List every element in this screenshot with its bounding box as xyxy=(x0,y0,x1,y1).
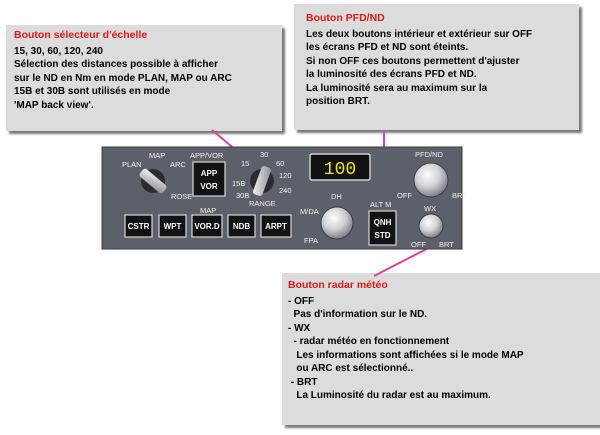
wx-label: WX xyxy=(424,204,437,213)
note-radar-line: - OFF xyxy=(288,295,315,307)
note-radar-line: - BRT xyxy=(288,376,318,388)
range-label-30: 30 xyxy=(260,150,269,159)
mode-label-arc: ARC xyxy=(170,160,186,169)
dh-label: DH xyxy=(331,192,342,201)
range-label: RANGE xyxy=(249,199,276,208)
qnh-label: QNH xyxy=(373,218,392,227)
app-vor-top: APP xyxy=(200,169,218,178)
note-scale-line: 15B et 30B sont utilisés en mode xyxy=(14,86,171,97)
wx-off: OFF xyxy=(411,240,426,249)
note-radar-line: - WX xyxy=(288,322,311,334)
display-value: 100 xyxy=(323,160,357,180)
pfd-nd-label: PFD/ND xyxy=(415,150,443,159)
wpt-label: WPT xyxy=(163,222,182,231)
mode-label-map: MAP xyxy=(149,151,166,160)
mode-label-rose: ROSE xyxy=(171,192,193,201)
pfd-nd-off: OFF xyxy=(397,191,412,200)
mda-label: M/DA xyxy=(300,207,319,216)
note-pfd-line: les écrans PFD et ND sont éteints. xyxy=(306,42,469,53)
range-label-15b: 15B xyxy=(232,179,246,188)
note-pfd-line: La luminosité sera au maximum sur la xyxy=(306,82,488,94)
range-label-240: 240 xyxy=(279,186,292,195)
wx-brt: BRT xyxy=(439,240,454,249)
pfd-nd-knob[interactable] xyxy=(414,163,448,197)
note-radar-line: La Luminosité du radar est au maximum. xyxy=(288,390,491,401)
note-radar-title: Bouton radar météo xyxy=(288,279,388,291)
note-scale-line: Sélection des distances possible à afficher xyxy=(14,59,218,70)
note-pfd-line: la luminosité des écrans PFD et ND. xyxy=(306,69,477,80)
qnh-std-button[interactable] xyxy=(369,211,396,245)
note-scale-line: sur le ND en Nm en mode PLAN, MAP ou ARC xyxy=(14,72,232,84)
range-label-120: 120 xyxy=(279,171,292,180)
note-scale-line: 15, 30, 60, 120, 240 xyxy=(14,45,103,57)
vord-label: VOR.D xyxy=(194,222,220,231)
note-pfd-title: Bouton PFD/ND xyxy=(306,12,385,24)
wpt-button[interactable] xyxy=(159,215,186,237)
cstr-button[interactable] xyxy=(125,215,152,237)
app-vor-bottom: VOR xyxy=(200,182,218,191)
note-pfd-line: Les deux boutons intérieur et extérieur sur OFF xyxy=(306,28,533,40)
fpa-label: FPA xyxy=(304,236,319,245)
range-label-30b: 30B xyxy=(236,191,250,200)
wx-knob[interactable] xyxy=(419,214,443,238)
ndb-label: NDB xyxy=(232,222,251,231)
pfd-nd-brt: BRT xyxy=(452,191,467,200)
arpt-button[interactable] xyxy=(261,215,291,237)
note-pfd-line: position BRT. xyxy=(306,96,370,107)
app-vor-label: APP/VOR xyxy=(190,151,224,160)
vord-button[interactable] xyxy=(192,215,222,237)
note-pfd-line: Si non OFF ces boutons permettent d'ajuster xyxy=(306,55,520,67)
mode-label-plan: PLAN xyxy=(122,160,142,169)
note-radar-line: Les informations sont affichées si le mode MAP xyxy=(288,349,524,361)
map-group-label: MAP xyxy=(200,206,217,215)
note-radar-line: - radar météo en fonctionnement xyxy=(288,336,450,347)
alt-label: ALT M xyxy=(370,200,392,209)
note-scale-title: Bouton sélecteur d'échelle xyxy=(14,29,148,41)
baro-display xyxy=(310,154,370,180)
std-label: STD xyxy=(374,231,391,240)
range-label-15: 15 xyxy=(241,159,250,168)
note-radar-line: Pas d'information sur le ND. xyxy=(288,309,428,320)
cstr-label: CSTR xyxy=(127,222,150,231)
app-vor-button[interactable] xyxy=(193,162,225,196)
note-scale-line: 'MAP back view'. xyxy=(14,99,94,111)
range-label-60: 60 xyxy=(276,159,285,168)
map-filter-buttons xyxy=(125,215,291,237)
dh-knob[interactable] xyxy=(321,207,353,239)
note-radar-line: ou ARC est sélectionné.. xyxy=(288,363,414,374)
ndb-button[interactable] xyxy=(228,215,255,237)
arpt-label: ARPT xyxy=(265,222,287,231)
